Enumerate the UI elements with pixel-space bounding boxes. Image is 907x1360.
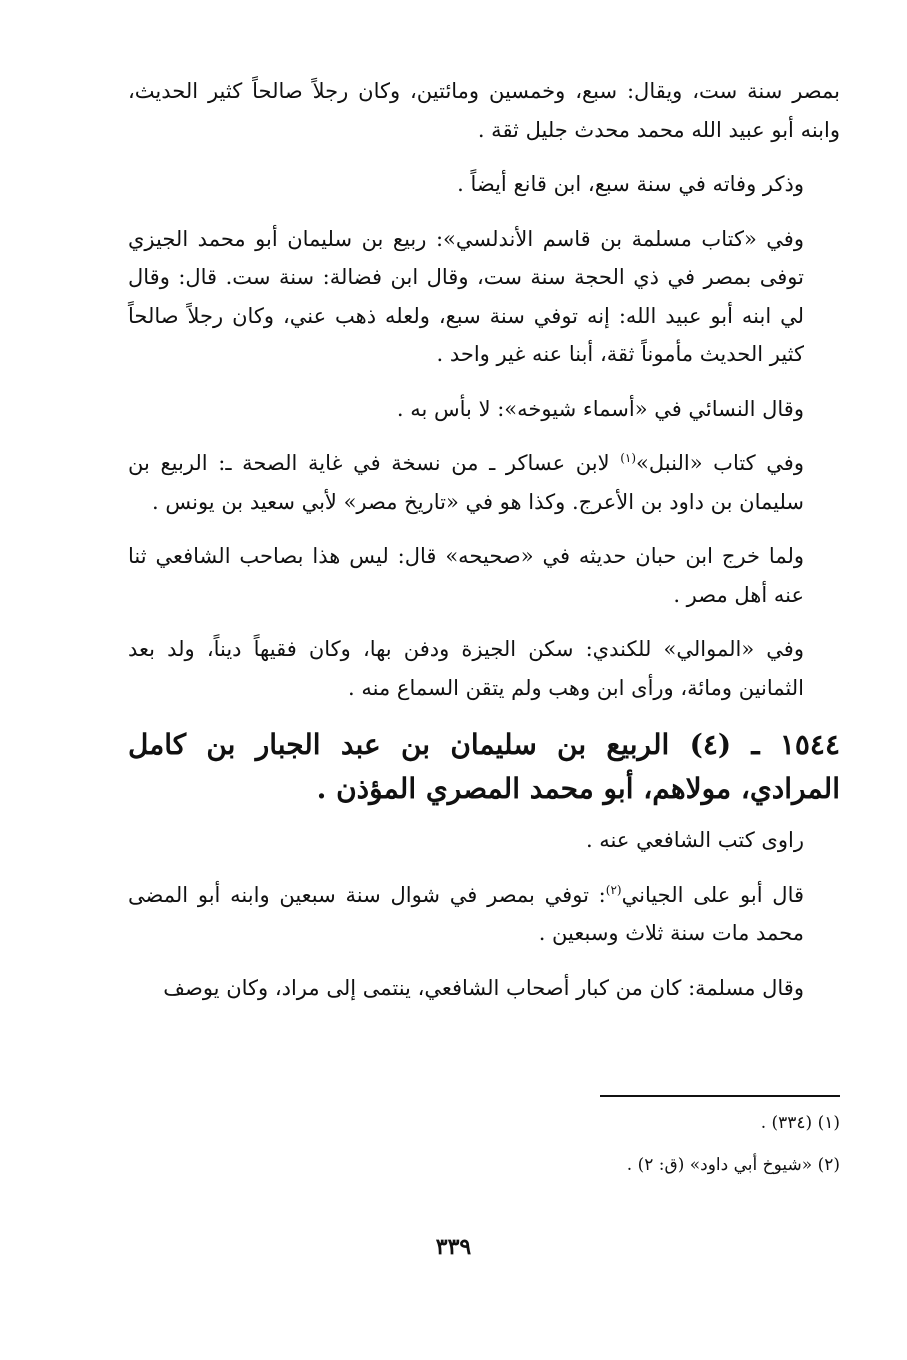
paragraph: ولما خرج ابن حبان حديثه في «صحيحه» قال: ليس هذا بصاحب الشافعي ثنا عنه أهل مصر . [128,544,804,607]
paragraph-text: قال أبو على الجياني [621,882,805,907]
paragraph: راوى كتب الشافعي عنه . [585,828,804,852]
paragraph: وفي «الموالي» للكندي: سكن الجيزة ودفن بها، وكان فقيهاً ديناً، ولد بعد الثمانين ومائة، ورأى ابن وهب ولم يتقن السماع منه . [128,637,804,700]
paragraph-text: لابن عساكر ـ من نسخة في غاية الصحة ـ: الربيع بن سليمان بن داود بن الأعرج. وكذا هو في «تاريخ مصر» لأبي سعيد بن يونس . [128,451,804,514]
entry-heading: ١٥٤٤ ـ (٤) الربيع بن سليمان بن عبد الجبار بن كامل المرادي، مولاهم، أبو محمد المصري المؤذن . [128,728,840,805]
footnote: (٢) «شيوخ أبي داود» (ق: ٢) . [626,1155,840,1175]
footnotes [128,1108,840,1192]
footnote: (١) (٣٣٤) . [760,1113,840,1133]
paragraph-text: : توفي بمصر في شوال سنة سبعين وابنه أبو المضى محمد مات سنة ثلاث وسبعين . [128,882,804,945]
paragraph: بمصر سنة ست، ويقال: سبع، وخمسين ومائتين، وكان رجلاً صالحاً كثير الحديث، وابنه أبو عبيد الله محمد محدث جليل ثقة . [128,79,840,142]
paragraph: وقال النسائي في «أسماء شيوخه»: لا بأس به . [396,396,804,421]
footnote-divider [600,1095,840,1097]
paragraph [128,444,840,521]
paragraph-text: وفي كتاب «النبل» [636,451,804,475]
paragraph [128,876,840,953]
footnote-reference[interactable]: (١) [620,451,637,465]
paragraph: وفي «كتاب مسلمة بن قاسم الأندلسي»: ربيع بن سليمان أبو محمد الجيزي توفى بمصر في ذي الحجة سنة ست، وقال ابن فضالة: سنة ست. قال: وقال لي ابنه أبو عبيد الله: إنه توفي سنة سبع، ولعله ذهب عني، وكان رجلاً صالحاً كثير الحديث مأموناً ثقة، أبنا عنه غير واحد . [128,226,804,366]
main-text [128,72,840,1023]
paragraph: وذكر وفاته في سنة سبع، ابن قانع أيضاً . [457,172,804,196]
paragraph: وقال مسلمة: كان من كبار أصحاب الشافعي، ينتمى إلى مراد، وكان يوصف [163,975,804,1000]
footnote-reference[interactable]: (٢) [605,882,622,897]
page-number: ٣٣٩ [435,1234,472,1260]
